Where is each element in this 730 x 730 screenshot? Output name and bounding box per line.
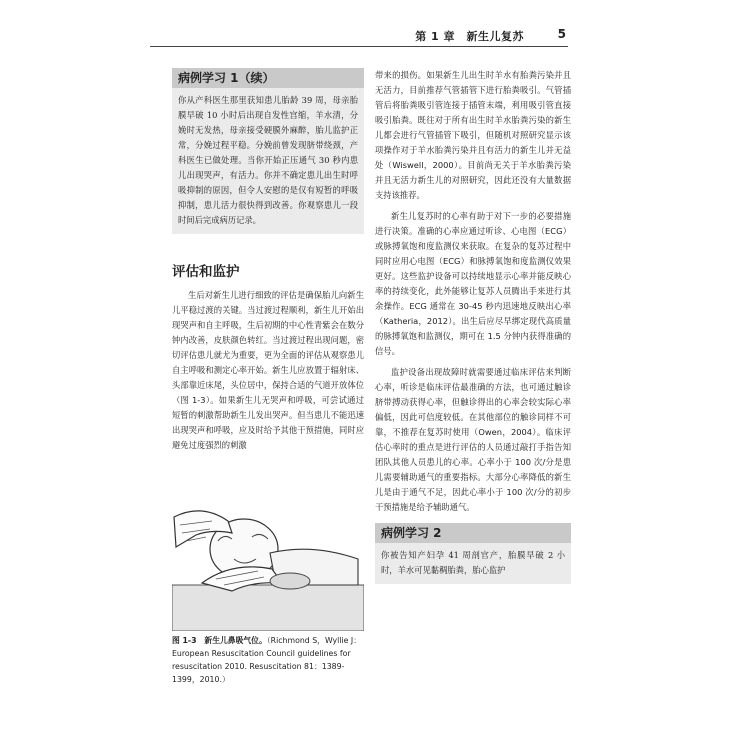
case-study-2-text: 你被告知产妇孕 41 周剖官产，胎膜早破 2 小时，羊水可见黏稠胎粪，胎心监护 [375,543,571,584]
figure-1-3 [172,463,364,631]
body-paragraph: 监护设备出现故障时就需要通过临床评估来判断心率，听诊是临床评估最准确的方法，也可通过触诊脐带搏动获得心率，但触诊得出的心率会较实际心率偏低，因此可信度较低。在其他部位的触诊同样不可靠，不推荐在复苏时使用（Owen，2004）。临床评估心率时的重点是进行评估的人员通过敲打手指告知团队其他人员患儿的心率。心率小于 100 次/分是患儿需要辅助通气的重要指标。大部分心率降低的新生儿是由于通气不足，因此心率小于 100 次/分的初步干预措施是给予辅助通气。 [375,367,571,512]
newborn-positioning-illustration [172,463,364,631]
case-study-1-box [172,68,364,234]
right-column [375,68,571,584]
body-paragraph: 新生儿复苏时的心率有助于对下一步的必要措施进行决策。准确的心率应通过听诊、心电图（ECG）或脉搏氧饱和度监测仪来获取。在复杂的复苏过程中同时应用心电图（ECG）和脉搏氧饱和度监测仪效果更好。这些监护设备可以持续地显示心率并能反映心率的持续变化，此外能够让复苏人员腾出手来进行其余操作。ECG 通常在 30-45 秒内迅速地反映出心率（Katheria，2012）。出生后应尽早绑定现代高质量的脉搏氧饱和监测仪，期可在 1.5 分钟内获得准确的信号。 [375,211,571,356]
body-paragraph: 带来的损伤。如果新生儿出生时羊水有胎粪污染并且无活力，目前推荐气管插管下进行胎粪吸引。气管插管后将胎粪吸引管连接于插管末端，利用吸引管直接吸引胎粪。既往对于所有出生时羊水胎粪污染的新生儿都会进行气管插管下吸引，但随机对照研究显示该项操作对于羊水胎粪污染并且有活力的新生儿并无益处（Wiswell，2000）。目前尚无关于羊水胎粪污染并且无活力新生儿的对照研究，因此还没有大量数据支持该推荐。 [375,70,571,200]
case-study-2-box [375,523,571,584]
case-study-2-title: 病例学习 2 [375,523,571,543]
case-study-1-text: 你从产科医生那里获知患儿胎龄 39 周，母亲胎膜早破 10 小时后出现自发性宫缩，羊水清，分娩时无发热，母亲接受硬膜外麻醉，胎儿监护正常，分娩过程平稳。分娩前曾发现脐带绕颈，产科医生已做处理。当你开始正压通气 30 秒内患儿出现哭声，有活力。你并不确定患儿出生时呼吸抑制的原因，但令人安慰的是仅有短暂的呼吸抑制，患儿活力很快得到改善。你观察患儿一段时间后完成病历记录。 [172,88,364,234]
page-number: 5 [557,27,566,41]
section-title: 评估和监护 [172,264,240,280]
page-header [150,20,568,47]
body-paragraph: 生后对新生儿进行细致的评估是确保胎儿向新生儿平稳过渡的关键。当过渡过程顺利，新生儿开始出现哭声和自主呼吸，生后初期的中心性青紫会在数分钟内改善，皮肤颜色转红。当过渡过程出现问题，密切评估患儿就尤为重要，更为全面的评估从观察患儿自主呼吸和测定心率开始。新生儿应放置于辐射床、头部靠近床尾，头位居中，保持合适的气道开放体位（图 1-3）。如果新生儿无哭声和呼吸，可尝试通过短暂的刺激帮助新生儿发出哭声。但当患儿不能迅速出现哭声和呼吸，应及时给予其他干预措施，同时应避免过度强烈的刺激 [172,290,364,450]
figure-citation: （Richmond S，Wyllie J：European Resuscitation Council guidelines for resuscitation 2010. Resuscitation 81：1389-1399，2010.） [172,636,362,684]
figure-label: 图 1-3 新生儿鼻吸气位。 [172,636,267,645]
chapter-title: 第 1 章 新生儿复苏 [415,30,524,43]
figure-caption [172,634,364,686]
case-study-1-title: 病例学习 1（续） [172,68,364,88]
left-column [172,68,364,686]
